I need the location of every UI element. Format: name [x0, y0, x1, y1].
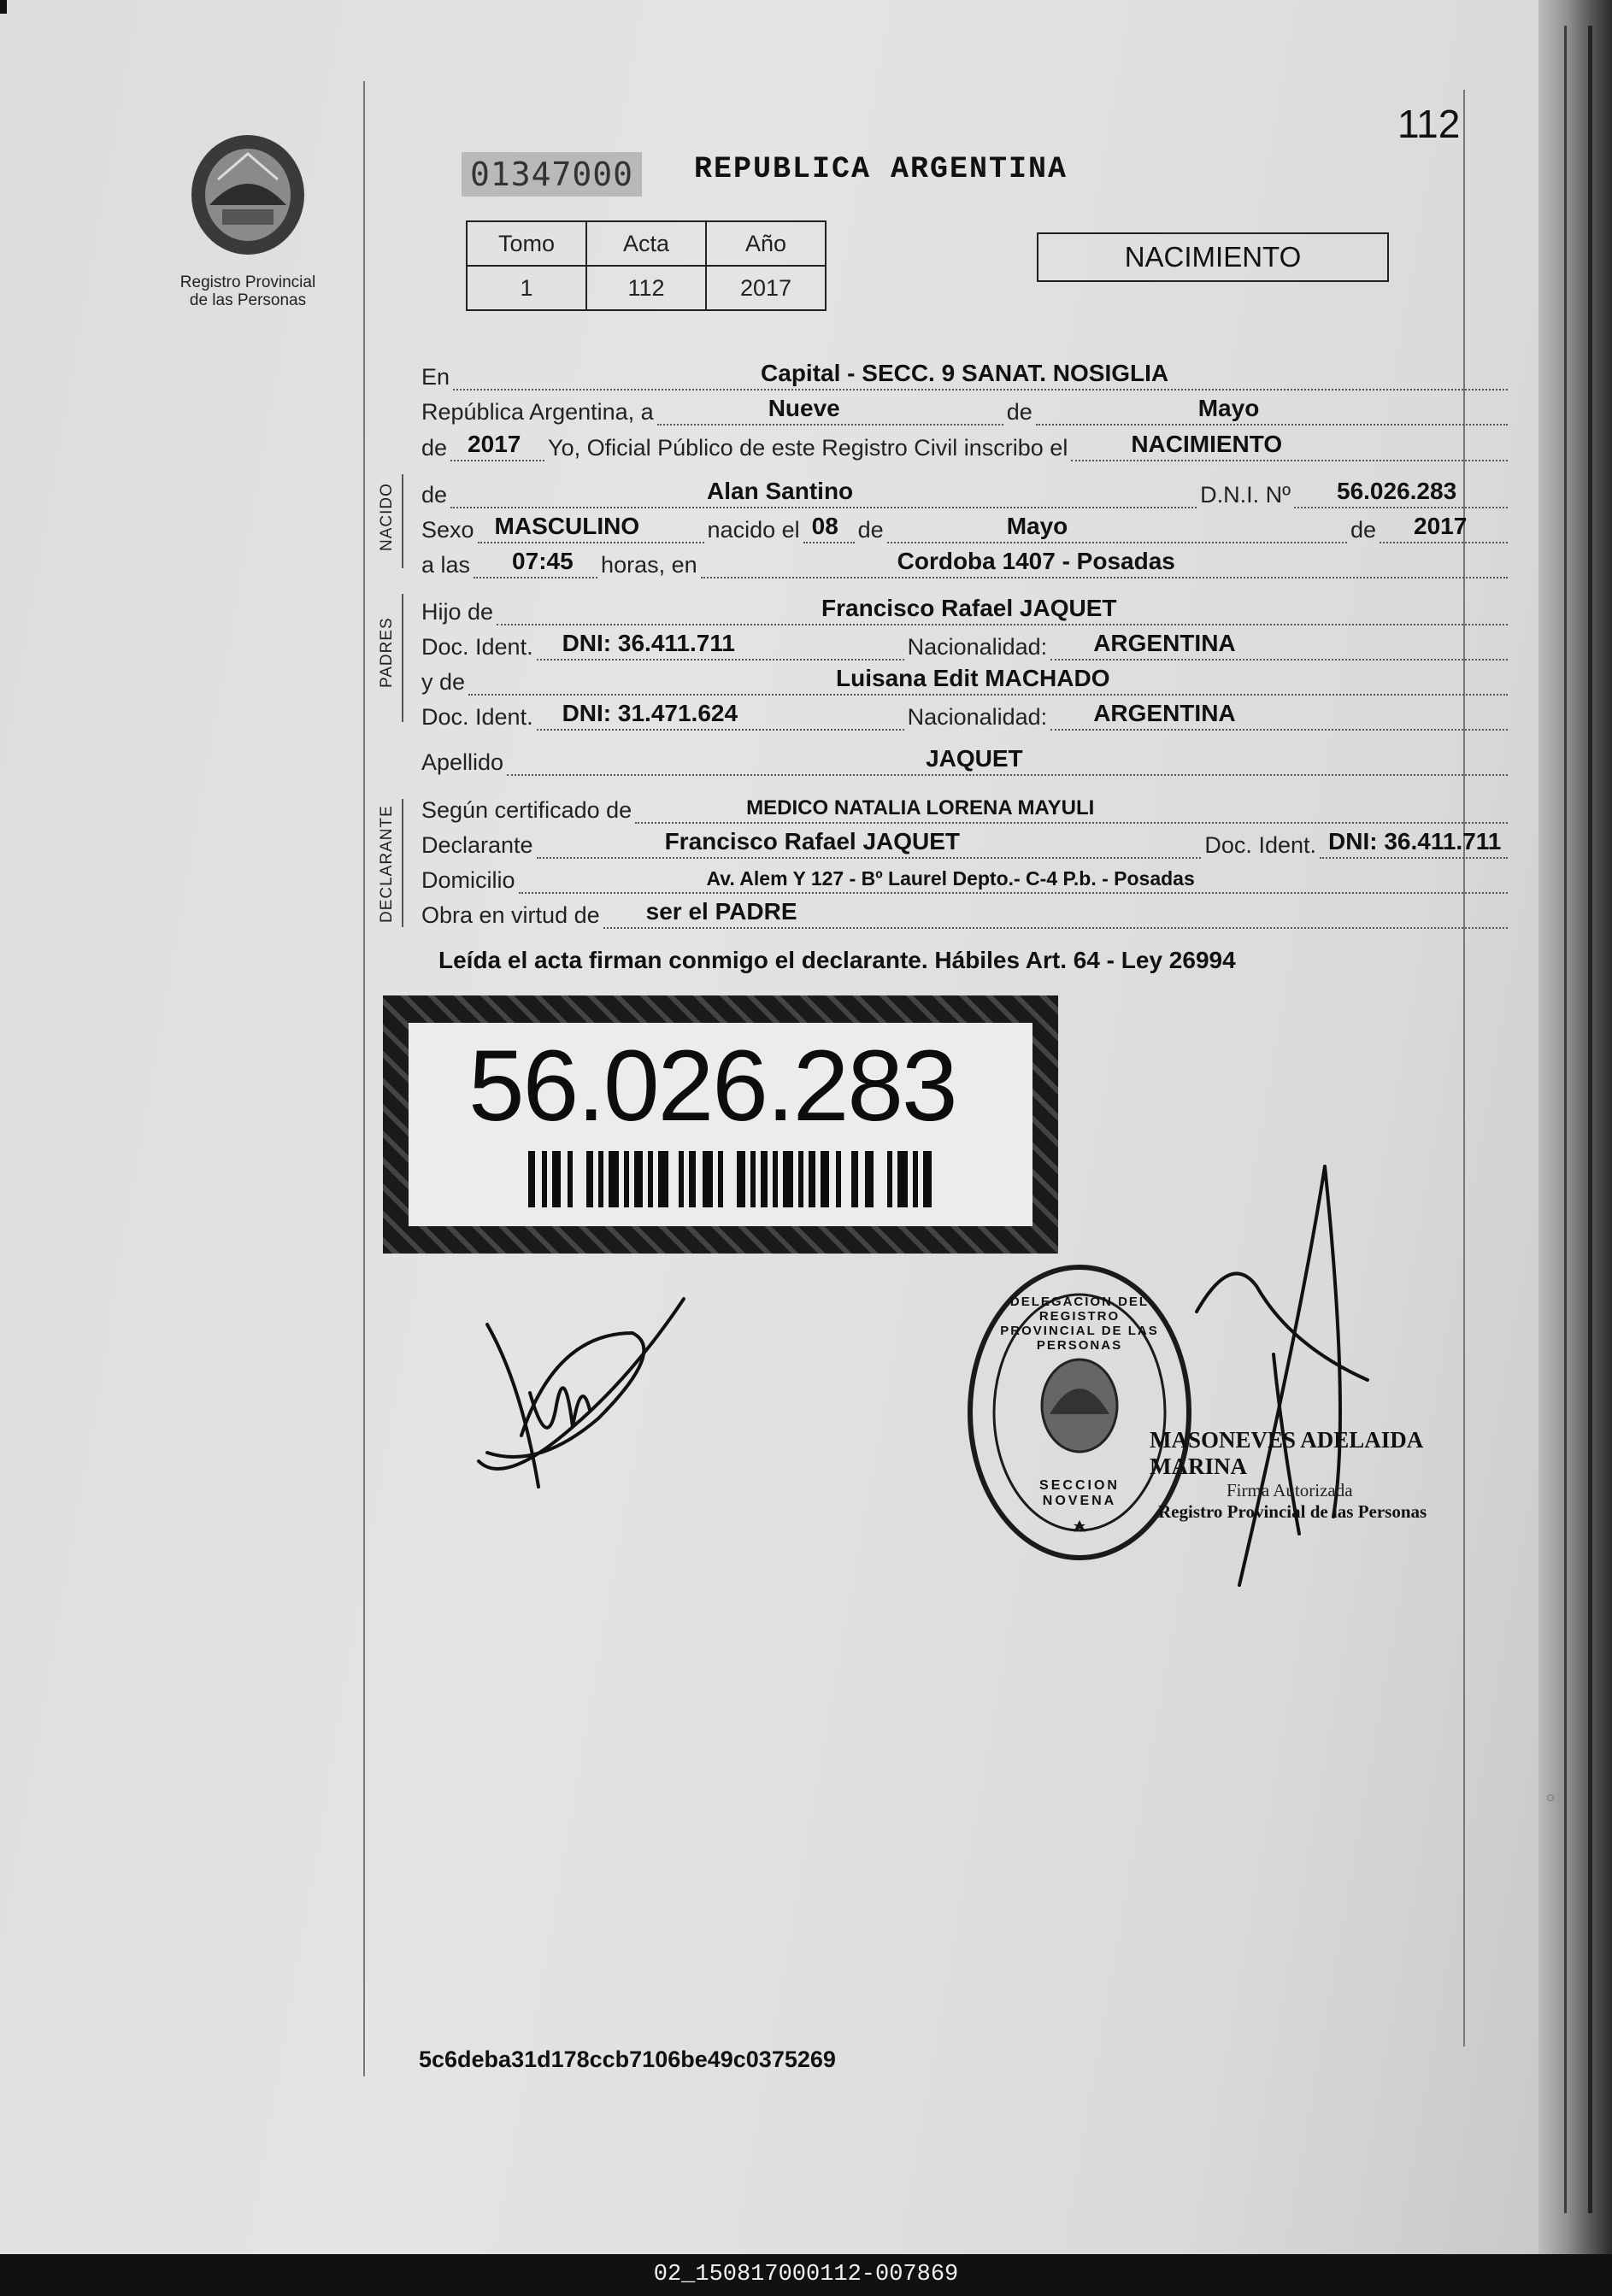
- table-cell: 112: [586, 266, 706, 310]
- field-label: de: [421, 435, 448, 461]
- field-value: Av. Alem Y 127 - Bº Laurel Depto.- C-4 P.b. - Posadas: [706, 867, 1195, 890]
- field-label: D.N.I. Nº: [1200, 482, 1291, 508]
- field-value: MEDICO NATALIA LORENA MAYULI: [746, 796, 1095, 819]
- form-row: [421, 740, 1511, 776]
- field-value: 2017: [468, 431, 521, 457]
- field-label: En: [421, 364, 450, 390]
- form-row: [421, 355, 1511, 390]
- field-value: ARGENTINA: [1093, 700, 1236, 726]
- form-row: [421, 543, 1511, 578]
- document-hash: 5c6deba31d178ccb7106be49c0375269: [419, 2046, 836, 2072]
- field-value: ser el PADRE: [645, 898, 797, 925]
- dni-sticker-number: 56.026.283: [468, 1030, 956, 1142]
- form-row: [421, 426, 1511, 461]
- field-value: Francisco Rafael JAQUET: [664, 828, 961, 854]
- field-value: Cordoba 1407 - Posadas: [897, 548, 1175, 574]
- record-table: [466, 220, 827, 311]
- field-value: 2017: [1414, 513, 1468, 539]
- field-value: 07:45: [512, 548, 574, 574]
- field-value: Alan Santino: [707, 478, 854, 504]
- field-label: Según certificado de: [421, 797, 632, 823]
- table-cell: 2017: [706, 266, 826, 310]
- serial-number: 01347000: [462, 152, 642, 197]
- form-row: [421, 590, 1511, 625]
- field-value: MASCULINO: [494, 513, 640, 539]
- field-value: Mayo: [1197, 395, 1260, 421]
- signer-role: Firma Autorizada: [1227, 1480, 1353, 1500]
- field-label: Nacionalidad:: [907, 634, 1048, 660]
- official-signature: [1180, 1158, 1436, 1602]
- province-logo: [184, 128, 312, 256]
- table-header: Tomo: [467, 221, 586, 266]
- section-divider: [402, 594, 403, 722]
- form-row: [421, 390, 1511, 426]
- barcode-icon: [528, 1151, 938, 1207]
- logo-caption: Registro Provincial: [179, 273, 316, 291]
- field-value: DNI: 31.471.624: [562, 700, 738, 726]
- logo-caption: de las Personas: [189, 291, 307, 309]
- signer-office: Registro Provincial de las Personas: [1158, 1501, 1427, 1522]
- form-row: [421, 508, 1511, 543]
- field-value: DNI: 36.411.711: [1328, 828, 1502, 854]
- field-value: NACIMIENTO: [1131, 431, 1283, 457]
- field-value: Luisana Edit MACHADO: [836, 665, 1110, 691]
- form-row: [421, 695, 1511, 731]
- side-label-padres: PADRES: [378, 617, 396, 688]
- record-type-box: NACIMIENTO: [1037, 232, 1389, 282]
- field-value: Francisco Rafael JAQUET: [821, 595, 1117, 621]
- form-row: [421, 858, 1511, 894]
- field-value: Nueve: [768, 395, 840, 421]
- field-value: JAQUET: [926, 745, 1023, 772]
- field-value: 08: [811, 513, 838, 539]
- field-value: ARGENTINA: [1093, 630, 1236, 656]
- form-row: [421, 893, 1511, 929]
- form-row: [421, 788, 1511, 824]
- table-header: Año: [706, 221, 826, 266]
- seal-ring-text: DELEGACION DEL REGISTRO PROVINCIAL DE LAS PERSONAS: [1000, 1295, 1159, 1353]
- field-label: Declarante: [421, 832, 533, 858]
- page-title: REPUBLICA ARGENTINA: [694, 152, 1068, 186]
- form-row: [421, 823, 1511, 859]
- section-divider: [402, 799, 403, 927]
- left-margin-line: [363, 81, 365, 2076]
- field-label: horas, en: [601, 552, 697, 578]
- field-label: Doc. Ident.: [421, 634, 533, 660]
- field-label: de: [421, 482, 448, 508]
- scan-dot: [1547, 1794, 1554, 1801]
- form-row: [421, 660, 1511, 696]
- edge-line: [1588, 26, 1592, 2213]
- field-label: República Argentina, a: [421, 399, 654, 425]
- field-label: y de: [421, 669, 466, 695]
- dni-sticker: [383, 995, 1058, 1254]
- field-label: Hijo de: [421, 599, 494, 625]
- table-cell: 1: [467, 266, 586, 310]
- field-label: de: [1350, 517, 1376, 543]
- field-label: Yo, Oficial Público de este Registro Civil inscribo el: [548, 435, 1068, 461]
- field-label: a las: [421, 552, 471, 578]
- signer-name: MASONEVES ADELAIDA MARINA: [1150, 1427, 1422, 1479]
- form-row: [421, 625, 1511, 661]
- page-number: 112: [1397, 102, 1461, 146]
- field-value: 56.026.283: [1337, 478, 1457, 504]
- corner-mark: [0, 0, 7, 14]
- closing-note: Leída el acta firman conmigo el declarante. Hábiles Art. 64 - Ley 26994: [438, 947, 1236, 973]
- field-value: DNI: 36.411.711: [562, 630, 735, 656]
- footer-id: 02_150817000112-007869: [0, 2254, 1612, 2296]
- field-label: Doc. Ident.: [1204, 832, 1316, 858]
- field-label: de: [1006, 399, 1033, 425]
- side-label-declarante: DECLARANTE: [378, 805, 396, 923]
- field-value: Capital - SECC. 9 SANAT. NOSIGLIA: [761, 360, 1169, 386]
- page-edge: [1538, 0, 1612, 2254]
- side-label-nacido: NACIDO: [378, 483, 396, 551]
- declarant-signature: [470, 1282, 692, 1504]
- section-divider: [402, 474, 403, 568]
- edge-line: [1564, 26, 1567, 2213]
- field-label: nacido el: [707, 517, 800, 543]
- field-label: Nacionalidad:: [907, 704, 1048, 730]
- form-row: [421, 473, 1511, 508]
- seal-inner-text: SECCION NOVENA: [1039, 1478, 1120, 1508]
- field-label: Sexo: [421, 517, 474, 543]
- field-label: Domicilio: [421, 867, 515, 893]
- field-label: Obra en virtud de: [421, 902, 600, 928]
- field-label: de: [857, 517, 884, 543]
- table-header: Acta: [586, 221, 706, 266]
- signature-block: [1150, 1427, 1474, 1523]
- field-value: Mayo: [1006, 513, 1068, 539]
- field-label: Apellido: [421, 749, 504, 775]
- field-label: Doc. Ident.: [421, 704, 533, 730]
